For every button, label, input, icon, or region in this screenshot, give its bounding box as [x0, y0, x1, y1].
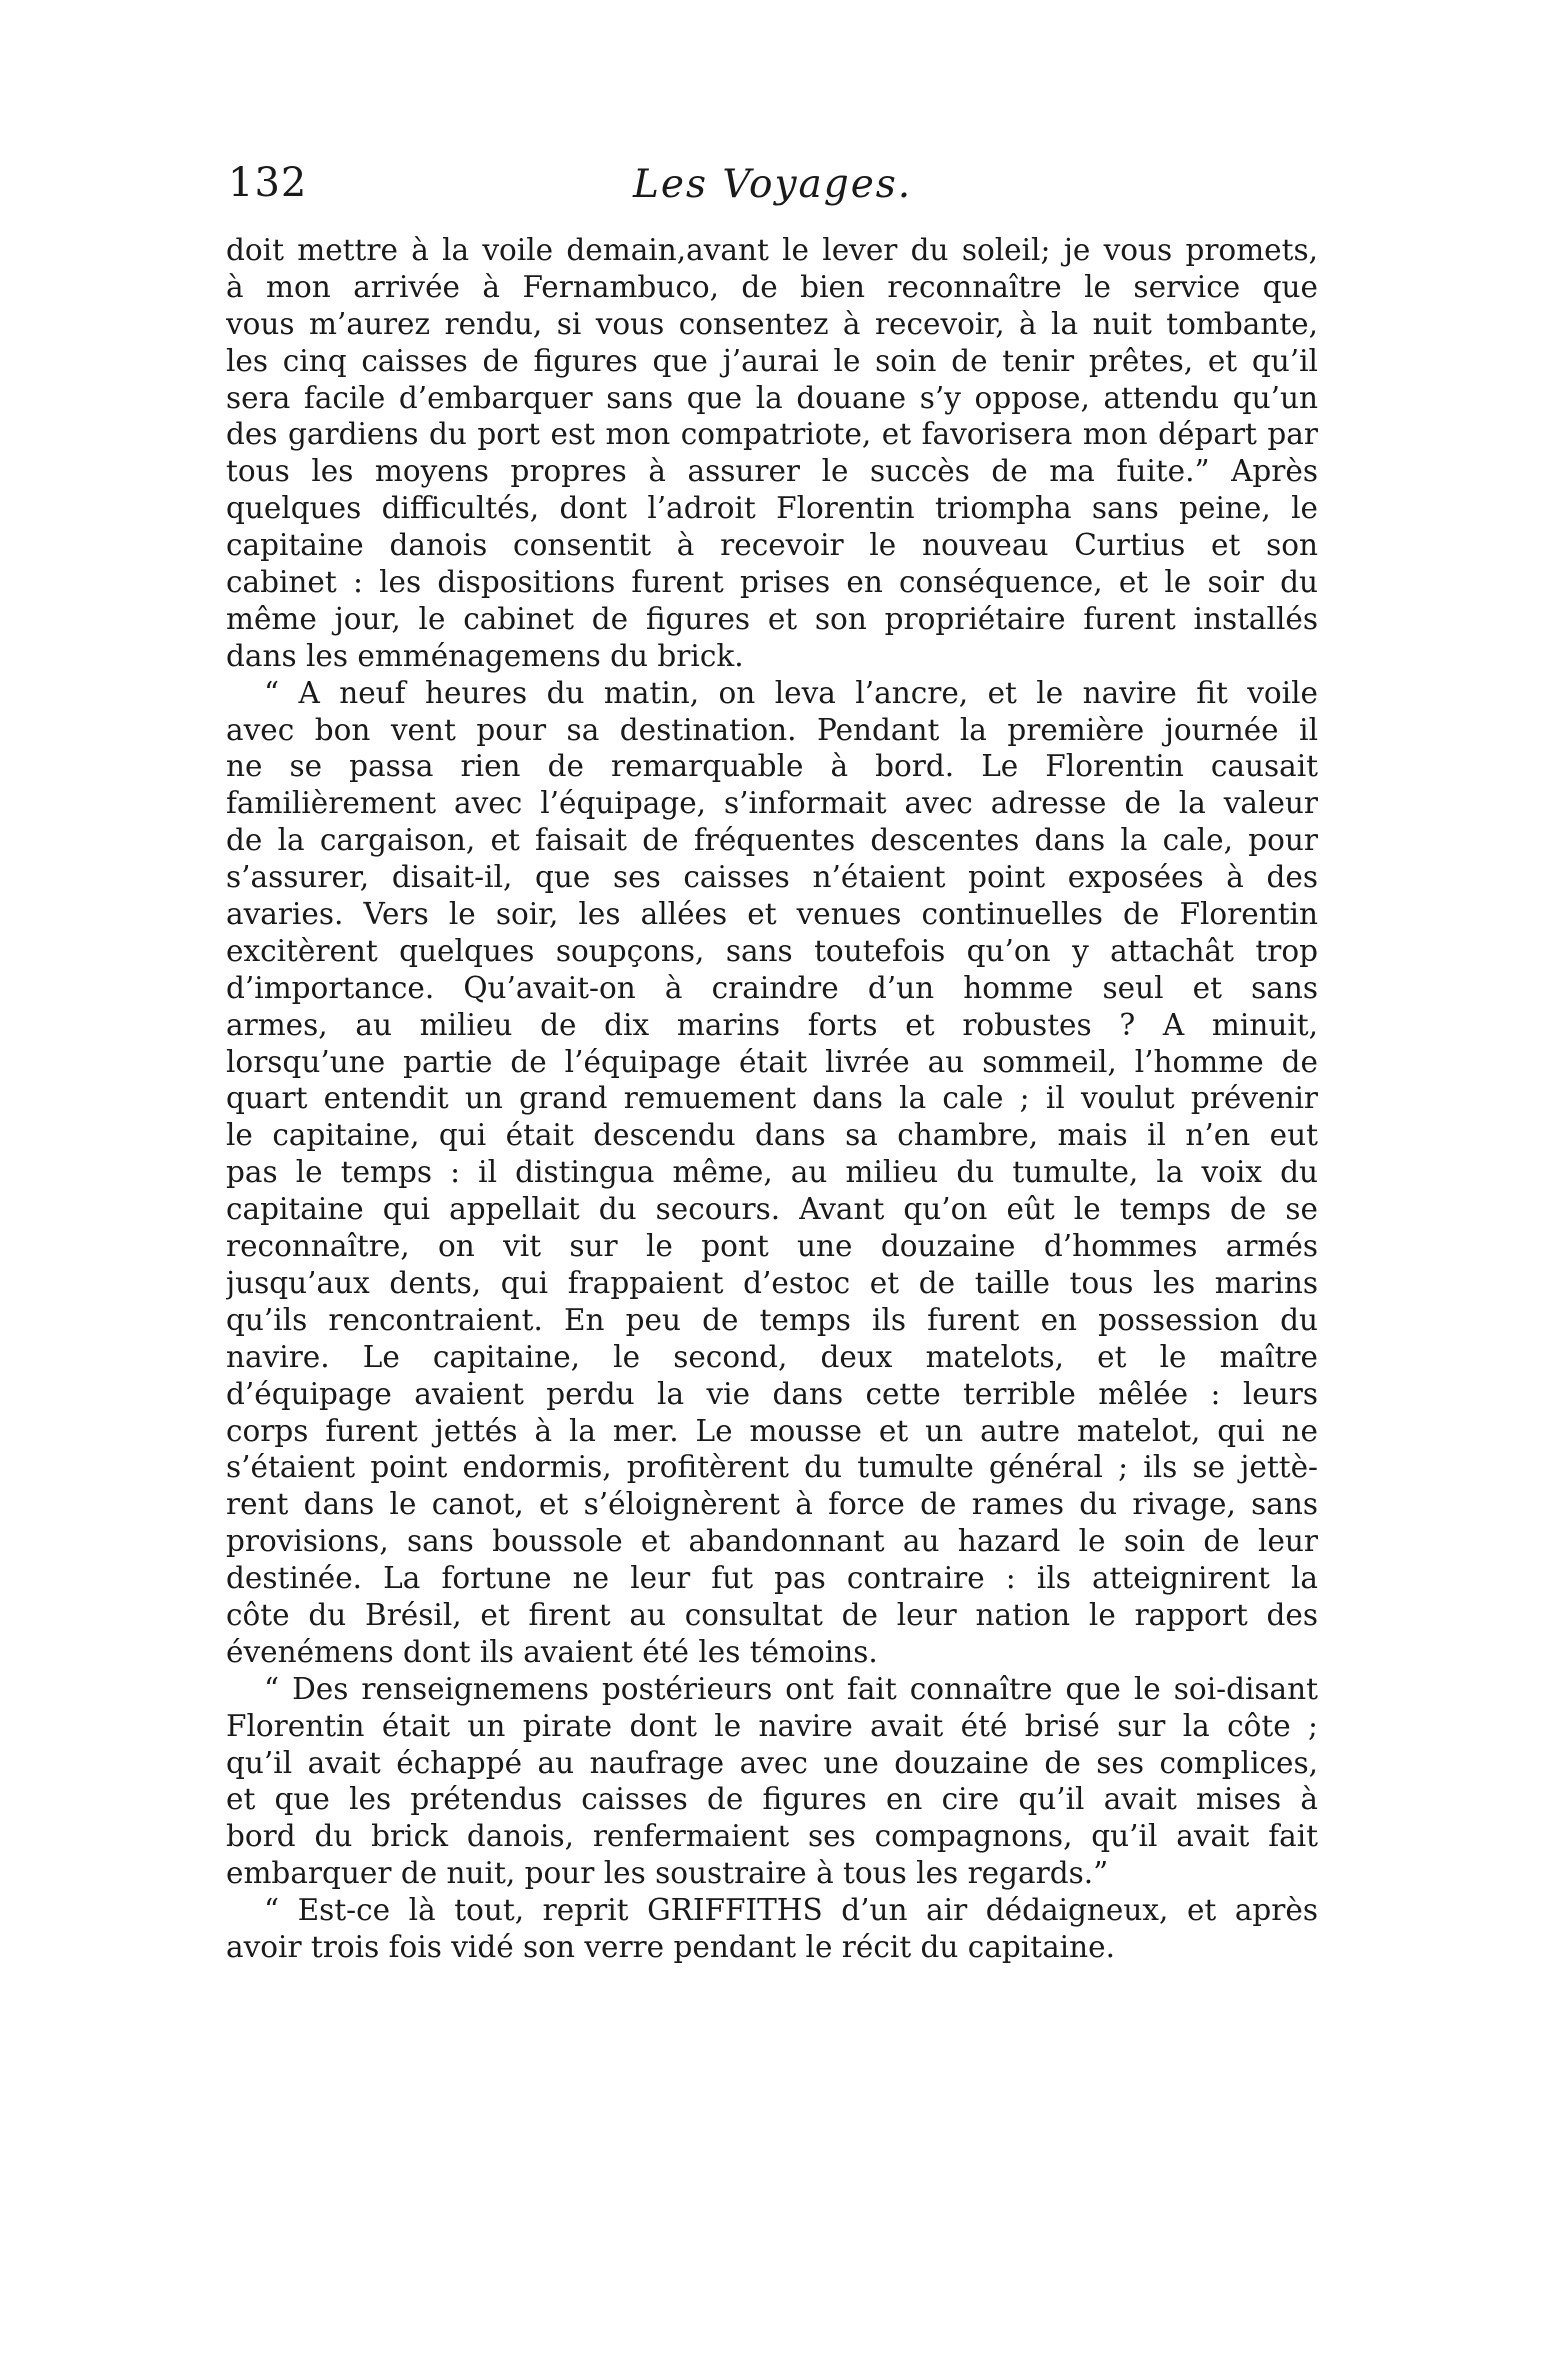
text-line: Florentin était un pirate dont le navire avait été brisé sur la côte ; — [226, 1708, 1318, 1743]
text-line: sera facile d’embarquer sans que la douane s’y oppose, attendu qu’un — [226, 380, 1318, 415]
text-line: s’assurer, disait-il, que ses caisses n’étaient point exposées à des — [226, 860, 1318, 895]
text-line: pas le temps : il distingua même, au milieu du tumulte, la voix du — [226, 1155, 1318, 1190]
running-head — [228, 160, 1328, 220]
text-line: et que les prétendus caisses de figures en cire qu’il avait mises à — [226, 1782, 1318, 1817]
text-line: d’importance. Qu’avait-on à craindre d’un homme seul et sans — [226, 970, 1318, 1005]
text-line: reconnaître, on vit sur le pont une douzaine d’hommes armés — [226, 1229, 1318, 1264]
text-line: vous m’aurez rendu, si vous consentez à recevoir, à la nuit tombante, — [226, 306, 1318, 341]
text-line: s’étaient point endormis, profitèrent du tumulte général ; ils se jettè- — [226, 1450, 1318, 1485]
text-line: à mon arrivée à Fernambuco, de bien reconnaître le service que — [226, 269, 1318, 304]
text-line: même jour, le cabinet de figures et son propriétaire furent installés — [226, 601, 1318, 636]
text-line: cabinet : les dispositions furent prises en conséquence, et le soir du — [226, 565, 1318, 600]
text-line: corps furent jettés à la mer. Le mousse et un autre matelot, qui ne — [226, 1413, 1318, 1448]
text-line: armes, au milieu de dix marins forts et robustes ? A minuit, — [226, 1007, 1318, 1042]
text-line: avec bon vent pour sa destination. Pendant la première journée il — [226, 712, 1318, 747]
text-line: bord du brick danois, renfermaient ses compagnons, qu’il avait fait — [226, 1819, 1318, 1854]
text-line: “ A neuf heures du matin, on leva l’ancre, et le navire fit voile — [264, 675, 1318, 710]
body-text — [226, 232, 1318, 1966]
text-line: embarquer de nuit, pour les soustraire à tous les regards.” — [226, 1856, 1109, 1891]
text-line: avaries. Vers le soir, les allées et venues continuelles de Florentin — [226, 897, 1318, 932]
text-line: d’équipage avaient perdu la vie dans cette terrible mêlée : leurs — [226, 1376, 1318, 1411]
text-line: avoir trois fois vidé son verre pendant le récit du capitaine. — [226, 1929, 1115, 1964]
text-line: évenémens dont ils avaient été les témoins. — [226, 1634, 878, 1669]
text-line: excitèrent quelques soupçons, sans toutefois qu’on y attachât trop — [226, 933, 1318, 968]
text-line: quelques difficultés, dont l’adroit Florentin triompha sans peine, le — [226, 491, 1318, 526]
text-line: des gardiens du port est mon compatriote, et favorisera mon départ par — [226, 417, 1318, 452]
text-line: tous les moyens propres à assurer le succès de ma fuite.” Après — [226, 454, 1318, 489]
text-line: qu’il avait échappé au naufrage avec une douzaine de ses complices, — [226, 1745, 1318, 1780]
text-line: destinée. La fortune ne leur fut pas contraire : ils atteignirent la — [226, 1561, 1318, 1596]
text-line: provisions, sans boussole et abandonnant au hazard le soin de leur — [226, 1524, 1318, 1559]
text-line: capitaine danois consentit à recevoir le nouveau Curtius et son — [226, 528, 1318, 563]
text-line: familièrement avec l’équipage, s’informait avec adresse de la valeur — [226, 786, 1318, 821]
text-line: ne se passa rien de remarquable à bord. Le Florentin causait — [226, 749, 1318, 784]
running-title: Les Voyages. — [633, 162, 913, 207]
text-line: jusqu’aux dents, qui frappaient d’estoc et de taille tous les marins — [226, 1265, 1318, 1300]
text-line: lorsqu’une partie de l’équipage était livrée au sommeil, l’homme de — [226, 1044, 1318, 1079]
text-line: les cinq caisses de figures que j’aurai le soin de tenir prêtes, et qu’il — [226, 343, 1318, 378]
text-line: de la cargaison, et faisait de fréquentes descentes dans la cale, pour — [226, 823, 1318, 858]
text-line: rent dans le canot, et s’éloignèrent à force de rames du rivage, sans — [226, 1487, 1318, 1522]
text-line: le capitaine, qui était descendu dans sa chambre, mais il n’en eut — [226, 1118, 1318, 1153]
page-number: 132 — [228, 160, 308, 206]
text-line: doit mettre à la voile demain,avant le lever du soleil; je vous promets, — [226, 233, 1318, 267]
text-line: “ Est-ce là tout, reprit GRIFFITHS d’un air dédaigneux, et après — [264, 1893, 1318, 1928]
text-line: navire. Le capitaine, le second, deux matelots, et le maître — [226, 1339, 1318, 1374]
text-line: côte du Brésil, et firent au consultat de leur nation le rapport des — [226, 1597, 1318, 1632]
text-line: dans les emménagemens du brick. — [226, 638, 744, 673]
text-line: capitaine qui appellait du secours. Avant qu’on eût le temps de se — [226, 1192, 1318, 1227]
text-line: qu’ils rencontraient. En peu de temps ils furent en possession du — [226, 1302, 1318, 1337]
text-line: “ Des renseignemens postérieurs ont fait connaître que le soi-disant — [264, 1671, 1318, 1706]
text-line: quart entendit un grand remuement dans la cale ; il voulut prévenir — [226, 1081, 1318, 1116]
